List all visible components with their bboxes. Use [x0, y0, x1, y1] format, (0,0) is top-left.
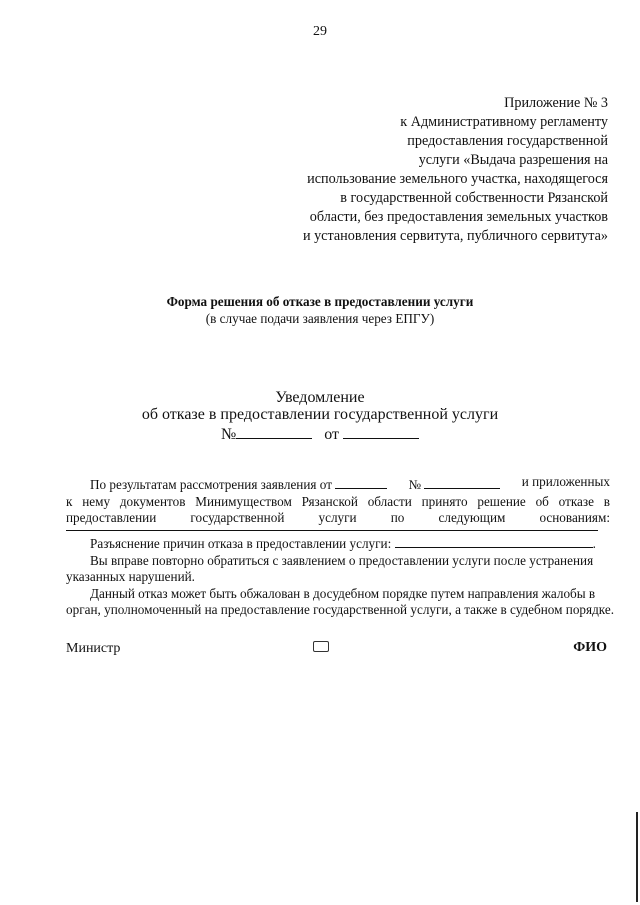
word: решение — [477, 493, 526, 509]
appendix-line: в государственной собственности Рязанской — [340, 190, 608, 206]
repeat-line-2: указанных нарушений. — [66, 569, 195, 584]
notice-subtitle: об отказе в предоставлении государственной услуги — [141, 406, 499, 423]
word: в — [603, 493, 610, 509]
explanation-text: Разъяснение причин отказа в предоставлении услуги: — [90, 536, 392, 551]
appeal-line-1: Данный отказ может быть обжалован в досудебном порядке путем направления жалобы в — [90, 585, 596, 601]
date-label: от — [324, 426, 340, 443]
word: следующим — [438, 510, 506, 525]
signer-title: Министр — [66, 641, 121, 656]
word: к — [66, 493, 73, 509]
appendix-header — [248, 94, 608, 246]
appendix-line: и установления сервитута, публичного сервитута» — [302, 228, 608, 244]
word: принято — [421, 493, 468, 509]
decision-line-3 — [66, 510, 610, 527]
word: нему — [82, 493, 111, 509]
appendix-line: области, без предоставления земельных участков — [309, 209, 608, 225]
paragraph-explanation — [66, 533, 615, 619]
word: Минимуществом — [195, 493, 292, 509]
word: услуги — [318, 510, 357, 525]
word: государственной — [190, 510, 285, 525]
appendix-line: услуги «Выдача разрешения на — [418, 152, 608, 168]
date-blank[interactable] — [343, 424, 419, 439]
word: основаниям: — [539, 510, 610, 525]
decision-attachments-text: и приложенных — [521, 474, 610, 489]
repeat-line-1: Вы вправе повторно обратиться с заявлением о предоставлении услуги после устранения — [90, 552, 594, 568]
application-number-blank[interactable] — [424, 474, 500, 489]
number-blank[interactable] — [236, 424, 312, 439]
explanation-blank[interactable] — [395, 533, 593, 548]
word: области — [367, 493, 412, 509]
word: об — [535, 493, 549, 509]
reasons-blank-line[interactable] — [66, 530, 598, 531]
decision-no-label: № — [408, 477, 422, 492]
decision-text-start: По результатам рассмотрения заявления от — [90, 477, 332, 492]
application-date-blank[interactable] — [335, 474, 387, 489]
explanation-line: Разъяснение причин отказа в предоставлении услуги: . — [66, 533, 610, 553]
word: по — [390, 510, 405, 525]
decision-line-1 — [66, 474, 610, 494]
appendix-line: к Административному регламенту — [400, 114, 608, 130]
form-subtitle: (в случае подачи заявления через ЕПГУ) — [205, 311, 435, 326]
word: предоставлении — [66, 510, 157, 525]
word: документов — [119, 493, 186, 509]
form-title: Форма решения об отказе в предоставлении услуги — [166, 294, 474, 309]
word: Рязанской — [301, 493, 358, 509]
signer-name: ФИО — [573, 640, 607, 655]
paragraph-decision — [66, 474, 610, 527]
appeal-line-2: орган, уполномоченный на предоставление государственной услуги, а также в судебном порядке. — [66, 602, 615, 617]
scan-edge-mark — [636, 812, 638, 902]
word: отказе — [558, 493, 594, 509]
appendix-line: использование земельного участка, находящегося — [307, 171, 608, 187]
page-number: 29 — [313, 24, 327, 39]
notice-number-line — [0, 424, 640, 444]
appendix-line: Приложение № 3 — [504, 95, 608, 111]
appendix-line: предоставления государственной — [407, 133, 608, 149]
notice-title: Уведомление — [275, 389, 365, 406]
decision-line-2 — [66, 494, 610, 511]
number-label: № — [220, 426, 237, 443]
signature-box-icon — [313, 641, 329, 652]
